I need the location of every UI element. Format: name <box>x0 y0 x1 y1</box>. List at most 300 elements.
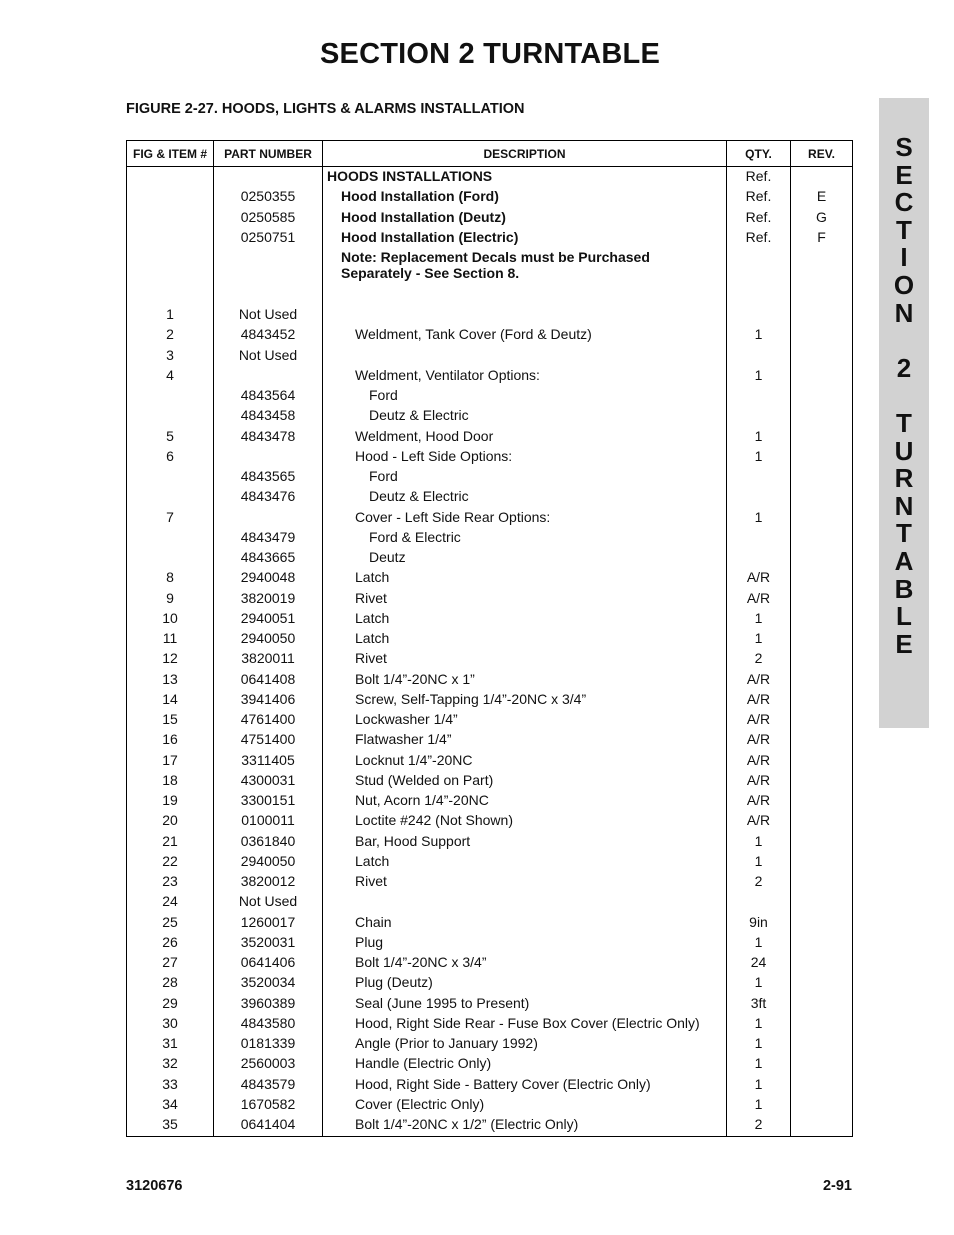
row-part-number: 4843479 <box>214 529 323 549</box>
row-description: Hood - Left Side Options: <box>323 448 727 468</box>
row-qty: A/R <box>727 590 791 610</box>
row-description: Ford & Electric <box>323 529 727 549</box>
row-rev <box>791 509 853 529</box>
row-fig-item: 7 <box>127 509 214 529</box>
table-row <box>127 772 853 792</box>
row-description: Hood Installation (Ford) <box>323 188 727 208</box>
row-part-number: 3941406 <box>214 691 323 711</box>
table-row <box>127 407 853 427</box>
row-fig-item: 30 <box>127 1015 214 1035</box>
row-description: Bolt 1/4”-20NC x 1/2” (Electric Only) <box>323 1116 727 1137</box>
row-qty: 1 <box>727 1035 791 1055</box>
table-row <box>127 468 853 488</box>
row-description: Hood Installation (Electric) <box>323 229 727 249</box>
row-part-number <box>214 289 323 306</box>
row-fig-item: 34 <box>127 1096 214 1116</box>
row-qty <box>727 468 791 488</box>
row-description: Loctite #242 (Not Shown) <box>323 812 727 832</box>
table-row <box>127 914 853 934</box>
table-row <box>127 833 853 853</box>
side-tab-letter: A <box>894 546 914 576</box>
row-qty <box>727 407 791 427</box>
table-row <box>127 569 853 589</box>
table-row <box>127 630 853 650</box>
row-description: Weldment, Ventilator Options: <box>323 367 727 387</box>
side-tab-letter: B <box>894 573 914 604</box>
row-part-number <box>214 448 323 468</box>
row-fig-item: 22 <box>127 853 214 873</box>
table-row <box>127 752 853 772</box>
row-description: Angle (Prior to January 1992) <box>323 1035 727 1055</box>
row-rev <box>791 448 853 468</box>
row-qty: 1 <box>727 853 791 873</box>
row-rev <box>791 347 853 367</box>
table-row <box>127 610 853 630</box>
row-qty: 1 <box>727 367 791 387</box>
row-fig-item: 11 <box>127 630 214 650</box>
table-row <box>127 509 853 529</box>
table-row <box>127 812 853 832</box>
row-fig-item <box>127 249 214 289</box>
row-fig-item: 5 <box>127 428 214 448</box>
row-part-number: 3820011 <box>214 650 323 670</box>
row-qty: A/R <box>727 772 791 792</box>
col-header-description: DESCRIPTION <box>323 141 727 167</box>
side-tab-letter: U <box>894 435 914 466</box>
table-row <box>127 428 853 448</box>
table-row <box>127 853 853 873</box>
row-description: Seal (June 1995 to Present) <box>323 995 727 1015</box>
side-tab-letter: I <box>900 242 908 273</box>
row-rev <box>791 1076 853 1096</box>
row-qty <box>727 347 791 367</box>
row-qty: Ref. <box>727 188 791 208</box>
row-rev <box>791 167 853 189</box>
row-rev <box>791 711 853 731</box>
col-header-qty: QTY. <box>727 141 791 167</box>
row-rev <box>791 873 853 893</box>
row-rev <box>791 914 853 934</box>
side-tab-letter: R <box>894 463 914 494</box>
parts-table-body <box>127 167 853 1137</box>
row-fig-item: 23 <box>127 873 214 893</box>
row-qty: 24 <box>727 954 791 974</box>
row-part-number <box>214 509 323 529</box>
table-row <box>127 1076 853 1096</box>
row-qty: Ref. <box>727 167 791 189</box>
row-fig-item: 17 <box>127 752 214 772</box>
row-rev <box>791 289 853 306</box>
row-rev <box>791 529 853 549</box>
table-row <box>127 650 853 670</box>
table-row <box>127 188 853 208</box>
row-rev <box>791 671 853 691</box>
side-tab-letter: T <box>896 518 912 549</box>
row-description: Bar, Hood Support <box>323 833 727 853</box>
row-fig-item: 28 <box>127 974 214 994</box>
table-row <box>127 326 853 346</box>
side-tab-letter: E <box>895 159 913 190</box>
row-fig-item: 29 <box>127 995 214 1015</box>
col-header-fig-item: FIG & ITEM # <box>127 141 214 167</box>
row-description: Plug <box>323 934 727 954</box>
row-part-number: 3311405 <box>214 752 323 772</box>
row-qty: A/R <box>727 752 791 772</box>
row-rev <box>791 488 853 508</box>
row-part-number: 4843665 <box>214 549 323 569</box>
row-fig-item: 35 <box>127 1116 214 1137</box>
row-qty: A/R <box>727 792 791 812</box>
row-description: Ford <box>323 387 727 407</box>
row-description: Chain <box>323 914 727 934</box>
row-description: Hood, Right Side Rear - Fuse Box Cover (Electric Only) <box>323 1015 727 1035</box>
side-tab-letter: T <box>896 408 912 438</box>
row-part-number: 1670582 <box>214 1096 323 1116</box>
row-part-number: 4843458 <box>214 407 323 427</box>
row-qty: A/R <box>727 812 791 832</box>
row-description <box>323 347 727 367</box>
row-fig-item: 8 <box>127 569 214 589</box>
figure-title: FIGURE 2-27. HOODS, LIGHTS & ALARMS INSTALLATION <box>126 101 525 117</box>
row-qty: 1 <box>727 1096 791 1116</box>
row-qty: 1 <box>727 509 791 529</box>
row-part-number: 4300031 <box>214 772 323 792</box>
table-row <box>127 873 853 893</box>
row-qty: A/R <box>727 671 791 691</box>
row-description <box>323 893 727 913</box>
row-qty: 1 <box>727 448 791 468</box>
row-qty: 1 <box>727 610 791 630</box>
row-part-number: 4843476 <box>214 488 323 508</box>
table-row <box>127 1116 853 1137</box>
page-number: 2-91 <box>822 1178 852 1194</box>
table-row <box>127 954 853 974</box>
row-qty <box>727 488 791 508</box>
row-rev <box>791 974 853 994</box>
row-part-number: 3520034 <box>214 974 323 994</box>
table-row <box>127 347 853 367</box>
row-fig-item <box>127 529 214 549</box>
row-fig-item: 21 <box>127 833 214 853</box>
side-tab-letter: N <box>894 297 914 328</box>
row-part-number <box>214 367 323 387</box>
document-number: 3120676 <box>126 1178 183 1194</box>
row-qty <box>727 893 791 913</box>
row-description: Screw, Self-Tapping 1/4”-20NC x 3/4” <box>323 691 727 711</box>
row-part-number: 0181339 <box>214 1035 323 1055</box>
table-row <box>127 306 853 326</box>
row-qty: 9in <box>727 914 791 934</box>
table-row <box>127 229 853 249</box>
row-rev <box>791 367 853 387</box>
table-row <box>127 249 853 289</box>
row-rev <box>791 893 853 913</box>
row-rev <box>791 387 853 407</box>
row-fig-item: 1 <box>127 306 214 326</box>
row-fig-item: 20 <box>127 812 214 832</box>
row-fig-item <box>127 468 214 488</box>
row-rev <box>791 249 853 289</box>
row-fig-item: 33 <box>127 1076 214 1096</box>
row-part-number: 4843452 <box>214 326 323 346</box>
col-header-part-number: PART NUMBER <box>214 141 323 167</box>
row-description: HOODS INSTALLATIONS <box>323 167 727 189</box>
row-part-number: 4843580 <box>214 1015 323 1035</box>
row-rev <box>791 691 853 711</box>
row-qty: 2 <box>727 873 791 893</box>
row-description: Latch <box>323 610 727 630</box>
row-qty: A/R <box>727 711 791 731</box>
table-row <box>127 1015 853 1035</box>
row-rev: G <box>791 209 853 229</box>
row-fig-item <box>127 549 214 569</box>
table-row <box>127 590 853 610</box>
row-description: Hood, Right Side - Battery Cover (Electric Only) <box>323 1076 727 1096</box>
row-part-number: 0361840 <box>214 833 323 853</box>
row-description: Rivet <box>323 873 727 893</box>
row-qty: 1 <box>727 1076 791 1096</box>
row-rev <box>791 731 853 751</box>
row-fig-item: 4 <box>127 367 214 387</box>
row-part-number: 4751400 <box>214 731 323 751</box>
section-title: SECTION 2 TURNTABLE <box>320 38 660 70</box>
row-qty: 2 <box>727 650 791 670</box>
table-row <box>127 711 853 731</box>
row-part-number: 0641406 <box>214 954 323 974</box>
row-rev <box>791 792 853 812</box>
row-part-number: 0100011 <box>214 812 323 832</box>
row-description <box>323 289 727 306</box>
row-part-number: Not Used <box>214 306 323 326</box>
row-part-number: 0250355 <box>214 188 323 208</box>
row-fig-item <box>127 209 214 229</box>
row-description: Weldment, Tank Cover (Ford & Deutz) <box>323 326 727 346</box>
row-fig-item: 27 <box>127 954 214 974</box>
row-part-number: 0641404 <box>214 1116 323 1137</box>
table-row <box>127 671 853 691</box>
parts-table <box>126 140 853 1137</box>
row-rev <box>791 954 853 974</box>
row-fig-item: 14 <box>127 691 214 711</box>
row-rev <box>791 1035 853 1055</box>
row-part-number: 3820012 <box>214 873 323 893</box>
row-qty: 1 <box>727 428 791 448</box>
table-row <box>127 731 853 751</box>
row-description: Rivet <box>323 650 727 670</box>
table-row <box>127 1035 853 1055</box>
table-row <box>127 934 853 954</box>
row-part-number: 4843565 <box>214 468 323 488</box>
row-description: Bolt 1/4”-20NC x 3/4” <box>323 954 727 974</box>
row-part-number: 0641408 <box>214 671 323 691</box>
row-description: Stud (Welded on Part) <box>323 772 727 792</box>
row-qty: 1 <box>727 1015 791 1035</box>
row-qty: A/R <box>727 691 791 711</box>
table-row <box>127 792 853 812</box>
table-row <box>127 995 853 1015</box>
row-fig-item: 16 <box>127 731 214 751</box>
row-qty: Ref. <box>727 209 791 229</box>
row-rev <box>791 1055 853 1075</box>
row-rev <box>791 1116 853 1137</box>
row-rev <box>791 569 853 589</box>
row-description: Flatwasher 1/4” <box>323 731 727 751</box>
row-rev <box>791 630 853 650</box>
row-rev <box>791 306 853 326</box>
row-qty <box>727 289 791 306</box>
row-part-number: 4843564 <box>214 387 323 407</box>
row-fig-item: 19 <box>127 792 214 812</box>
row-fig-item <box>127 167 214 189</box>
row-description <box>323 306 727 326</box>
row-rev <box>791 752 853 772</box>
table-header-row <box>127 141 853 167</box>
row-description: Deutz & Electric <box>323 407 727 427</box>
side-tab-letter: 2 <box>896 352 912 383</box>
row-description: Cover (Electric Only) <box>323 1096 727 1116</box>
row-description: Nut, Acorn 1/4”-20NC <box>323 792 727 812</box>
row-description: Plug (Deutz) <box>323 974 727 994</box>
row-description: Ford <box>323 468 727 488</box>
row-description: Note: Replacement Decals must be Purchased Separately - See Section 8. <box>323 249 727 289</box>
row-description: Bolt 1/4”-20NC x 1” <box>323 671 727 691</box>
row-fig-item: 13 <box>127 671 214 691</box>
row-rev <box>791 590 853 610</box>
table-row <box>127 367 853 387</box>
table-row <box>127 691 853 711</box>
table-row <box>127 209 853 229</box>
row-description: Locknut 1/4”-20NC <box>323 752 727 772</box>
row-part-number: Not Used <box>214 893 323 913</box>
row-rev <box>791 812 853 832</box>
row-description: Deutz <box>323 549 727 569</box>
row-part-number: 0250751 <box>214 229 323 249</box>
row-part-number <box>214 167 323 189</box>
row-qty: A/R <box>727 731 791 751</box>
row-qty: 1 <box>727 326 791 346</box>
row-part-number: 3820019 <box>214 590 323 610</box>
row-part-number: 2560003 <box>214 1055 323 1075</box>
row-qty: 1 <box>727 1055 791 1075</box>
row-qty: A/R <box>727 569 791 589</box>
row-qty <box>727 529 791 549</box>
row-fig-item: 6 <box>127 448 214 468</box>
row-qty <box>727 549 791 569</box>
row-fig-item <box>127 229 214 249</box>
row-qty: 1 <box>727 934 791 954</box>
row-rev <box>791 1015 853 1035</box>
row-part-number: 2940051 <box>214 610 323 630</box>
row-rev <box>791 407 853 427</box>
row-qty: 1 <box>727 630 791 650</box>
side-tab-letter: S <box>895 132 913 162</box>
side-tab-letter: L <box>896 601 912 632</box>
row-fig-item: 18 <box>127 772 214 792</box>
row-fig-item <box>127 387 214 407</box>
row-part-number: 3300151 <box>214 792 323 812</box>
row-fig-item <box>127 407 214 427</box>
row-qty: 1 <box>727 974 791 994</box>
row-part-number <box>214 249 323 289</box>
row-rev <box>791 610 853 630</box>
row-qty <box>727 387 791 407</box>
row-fig-item <box>127 488 214 508</box>
row-fig-item: 9 <box>127 590 214 610</box>
col-header-rev: REV. <box>791 141 853 167</box>
table-row <box>127 488 853 508</box>
row-description: Deutz & Electric <box>323 488 727 508</box>
row-description: Handle (Electric Only) <box>323 1055 727 1075</box>
row-fig-item: 26 <box>127 934 214 954</box>
row-part-number: 4761400 <box>214 711 323 731</box>
row-description: Latch <box>323 630 727 650</box>
table-row <box>127 289 853 306</box>
row-part-number: Not Used <box>214 347 323 367</box>
row-qty: 2 <box>727 1116 791 1137</box>
row-rev <box>791 1096 853 1116</box>
row-rev <box>791 853 853 873</box>
row-fig-item: 32 <box>127 1055 214 1075</box>
table-row <box>127 1055 853 1075</box>
table-row <box>127 549 853 569</box>
side-tab-letter: T <box>896 214 912 245</box>
row-qty: 3ft <box>727 995 791 1015</box>
table-row <box>127 893 853 913</box>
row-fig-item: 24 <box>127 893 214 913</box>
row-qty: 1 <box>727 833 791 853</box>
row-part-number: 4843478 <box>214 428 323 448</box>
row-fig-item <box>127 289 214 306</box>
row-fig-item: 12 <box>127 650 214 670</box>
row-part-number: 3520031 <box>214 934 323 954</box>
table-row <box>127 167 853 189</box>
row-rev <box>791 995 853 1015</box>
row-fig-item: 10 <box>127 610 214 630</box>
row-part-number: 4843579 <box>214 1076 323 1096</box>
row-rev <box>791 772 853 792</box>
row-qty <box>727 249 791 289</box>
table-row <box>127 387 853 407</box>
table-row <box>127 974 853 994</box>
row-description: Cover - Left Side Rear Options: <box>323 509 727 529</box>
row-description: Rivet <box>323 590 727 610</box>
row-rev <box>791 326 853 346</box>
row-description: Weldment, Hood Door <box>323 428 727 448</box>
row-rev <box>791 549 853 569</box>
row-fig-item: 15 <box>127 711 214 731</box>
row-fig-item <box>127 188 214 208</box>
row-rev: F <box>791 229 853 249</box>
row-description: Latch <box>323 569 727 589</box>
side-tab-letter: N <box>894 490 914 521</box>
row-description: Hood Installation (Deutz) <box>323 209 727 229</box>
side-tab-letter: O <box>893 270 915 300</box>
row-rev <box>791 650 853 670</box>
side-tab-letter: E <box>895 628 913 659</box>
row-part-number: 3960389 <box>214 995 323 1015</box>
row-qty: Ref. <box>727 229 791 249</box>
section-side-tab <box>879 98 929 728</box>
row-rev: E <box>791 188 853 208</box>
row-fig-item: 25 <box>127 914 214 934</box>
row-description: Latch <box>323 853 727 873</box>
table-row <box>127 448 853 468</box>
table-row <box>127 1096 853 1116</box>
row-part-number: 0250585 <box>214 209 323 229</box>
row-part-number: 2940050 <box>214 853 323 873</box>
row-part-number: 2940050 <box>214 630 323 650</box>
row-fig-item: 3 <box>127 347 214 367</box>
